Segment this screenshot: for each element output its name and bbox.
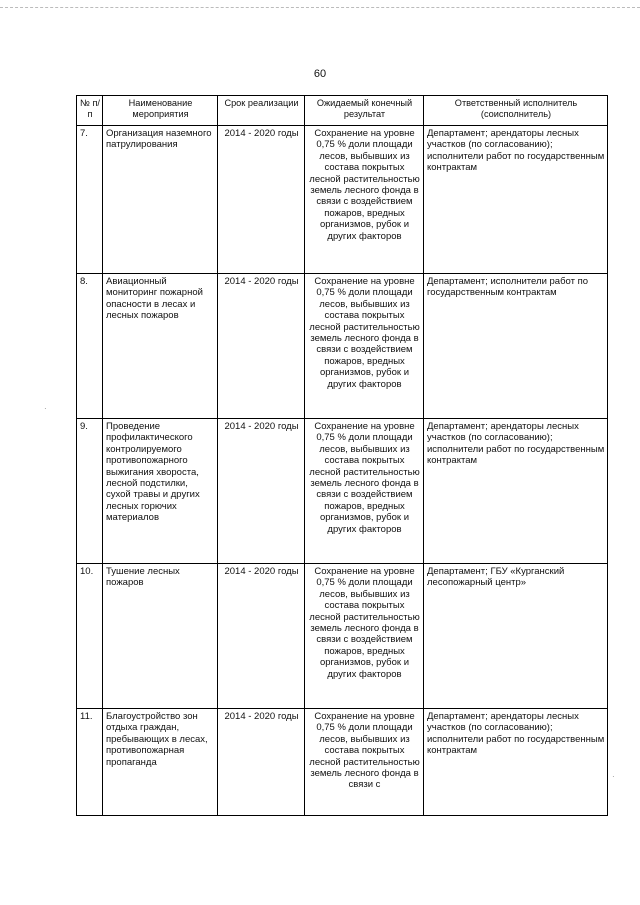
header-num: № п/п xyxy=(77,96,103,126)
measure-name: Благоустройство зон отдыха граждан, пребывающих в лесах, противопожарная пропаганда xyxy=(103,709,218,816)
scan-border-line xyxy=(0,7,640,8)
measure-name: Проведение профилактического контролируемого противопожарного выжигания хвороста, лесной подстилки, сухой травы и других лесных горючих материалов xyxy=(103,419,218,564)
implementation-term: 2014 - 2020 годы xyxy=(218,126,305,274)
implementation-term: 2014 - 2020 годы xyxy=(218,709,305,816)
table-row xyxy=(77,274,608,419)
page-number: 60 xyxy=(313,68,327,80)
responsible-executor: Департамент; ГБУ «Курганский лесопожарный центр» xyxy=(424,564,608,709)
header-executor: Ответственный исполнитель (соисполнитель) xyxy=(424,96,608,126)
row-number: 7. xyxy=(77,126,103,274)
row-number: 8. xyxy=(77,274,103,419)
row-number: 11. xyxy=(77,709,103,816)
header-result: Ожидаемый конечный результат xyxy=(305,96,424,126)
table-row xyxy=(77,709,608,816)
responsible-executor: Департамент; исполнители работ по государственным контрактам xyxy=(424,274,608,419)
responsible-executor: Департамент; арендаторы лесных участков (по согласованию); исполнители работ по государственным контрактам xyxy=(424,126,608,274)
header-name: Наименование мероприятия xyxy=(103,96,218,126)
expected-result: Сохранение на уровне 0,75 % доли площади лесов, выбывших из состава покрытых лесной растительностью земель лесного фонда в связи с воздействием пожаров, вредных организмов, рубок и других факторов xyxy=(305,274,424,419)
measure-name: Тушение лесных пожаров xyxy=(103,564,218,709)
measures-table xyxy=(76,95,608,816)
responsible-executor: Департамент; арендаторы лесных участков (по согласованию); исполнители работ по государственным контрактам xyxy=(424,419,608,564)
responsible-executor: Департамент; арендаторы лесных участков (по согласованию); исполнители работ по государственным контрактам xyxy=(424,709,608,816)
table-row xyxy=(77,564,608,709)
table-row xyxy=(77,419,608,564)
expected-result: Сохранение на уровне 0,75 % доли площади лесов, выбывших из состава покрытых лесной растительностью земель лесного фонда в связи с xyxy=(305,709,424,816)
row-number: 9. xyxy=(77,419,103,564)
scan-speck: · xyxy=(44,404,47,413)
row-number: 10. xyxy=(77,564,103,709)
implementation-term: 2014 - 2020 годы xyxy=(218,419,305,564)
measure-name: Авиационный мониторинг пожарной опасности в лесах и лесных пожаров xyxy=(103,274,218,419)
implementation-term: 2014 - 2020 годы xyxy=(218,274,305,419)
table-row xyxy=(77,126,608,274)
measure-name: Организация наземного патрулирования xyxy=(103,126,218,274)
scan-speck: · xyxy=(612,772,615,781)
expected-result: Сохранение на уровне 0,75 % доли площади лесов, выбывших из состава покрытых лесной растительностью земель лесного фонда в связи с воздействием пожаров, вредных организмов, рубок и других факторов xyxy=(305,419,424,564)
expected-result: Сохранение на уровне 0,75 % доли площади лесов, выбывших из состава покрытых лесной растительностью земель лесного фонда в связи с воздействием пожаров, вредных организмов, рубок и других факторов xyxy=(305,564,424,709)
table-header-row xyxy=(77,96,608,126)
expected-result: Сохранение на уровне 0,75 % доли площади лесов, выбывших из состава покрытых лесной растительностью земель лесного фонда в связи с воздействием пожаров, вредных организмов, рубок и других факторов xyxy=(305,126,424,274)
header-term: Срок реализации xyxy=(218,96,305,126)
implementation-term: 2014 - 2020 годы xyxy=(218,564,305,709)
